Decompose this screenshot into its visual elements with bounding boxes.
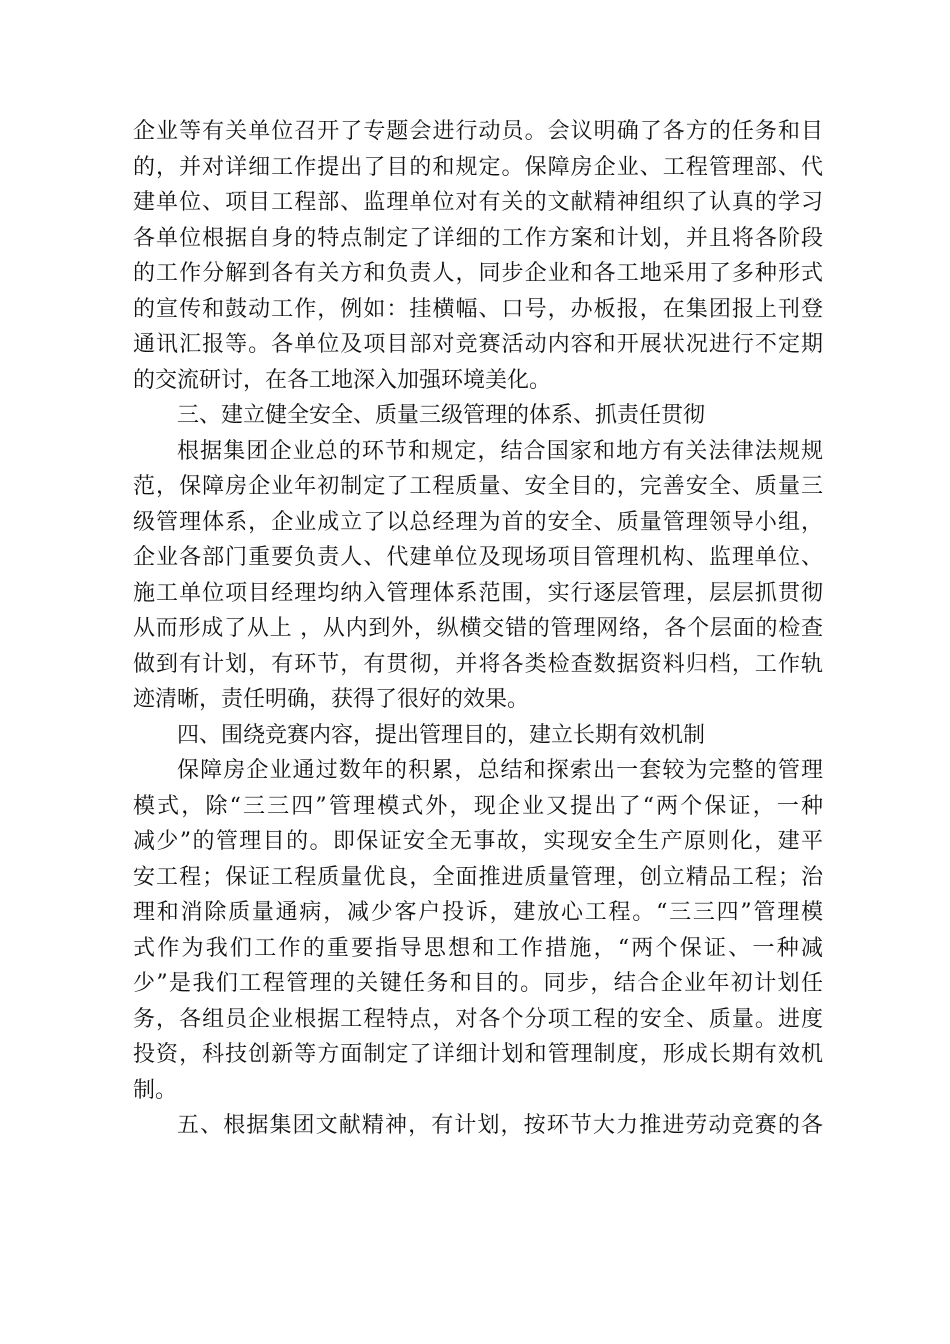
paragraph-line: 施工单位项目经理均纳入管理体系范围，实行逐层管理，层层抓贯彻: [133, 580, 823, 606]
paragraph-line: 的宣传和鼓动工作，例如：挂横幅、口号，办板报，在集团报上刊登: [133, 296, 823, 322]
section-heading-4: 四、围绕竞赛内容，提出管理目的，建立长期有效机制: [177, 722, 706, 748]
paragraph-line: 建单位、项目工程部、监理单位对有关的文献精神组织了认真的学习: [133, 190, 823, 215]
document-body: [133, 114, 823, 1144]
paragraph-line: 企业各部门重要负责人、代建单位及现场项目管理机构、监理单位、: [133, 545, 823, 570]
paragraph-line: 级管理体系，企业成立了以总经理为首的安全、质量管理领导小组，: [133, 509, 823, 535]
paragraph-line: 投资，科技创新等方面制定了详细计划和管理制度，形成长期有效机: [133, 1042, 823, 1067]
paragraph-line: 做到有计划，有环节，有贯彻，并将各类检查数据资料归档，工作轨: [133, 651, 823, 677]
paragraph-line: 根据集团企业总的环节和规定，结合国家和地方有关法律法规规: [177, 438, 823, 464]
paragraph-line: 迹清晰，责任明确，获得了很好的效果。: [133, 687, 530, 712]
paragraph-line: 通讯汇报等。各单位及项目部对竞赛活动内容和开展状况进行不定期: [133, 332, 823, 357]
paragraph-line: 保障房企业通过数年的积累，总结和探索出一套较为完整的管理: [177, 758, 823, 783]
paragraph-line: 的交流研讨，在各工地深入加强环境美化。: [133, 367, 552, 393]
paragraph-line: 安工程；保证工程质量优良，全面推进质量管理，创立精品工程；治: [133, 864, 823, 890]
paragraph-line: 式作为我们工作的重要指导思想和工作措施，“两个保证、一种减: [133, 935, 823, 961]
section-heading-3: 三、建立健全安全、质量三级管理的体系、抓责任贯彻: [177, 403, 706, 428]
paragraph-line: 制。: [133, 1077, 178, 1103]
paragraph-line: 模式，除“三三四”管理模式外，现企业又提出了“两个保证，一种: [133, 793, 823, 819]
paragraph-line: 务，各组员企业根据工程特点，对各个分项工程的安全、质量。进度: [133, 1006, 823, 1032]
paragraph-line: 从而形成了从上 ，从内到外，纵横交错的管理网络，各个层面的检查: [133, 616, 823, 641]
paragraph-line: 减少”的管理目的。即保证安全无事故，实现安全生产原则化，建平: [133, 829, 823, 854]
paragraph-line: 的，并对详细工作提出了目的和规定。保障房企业、工程管理部、代: [133, 154, 823, 180]
section-heading-5: 五、根据集团文献精神，有计划，按环节大力推进劳动竞赛的各: [177, 1113, 823, 1138]
paragraph-line: 的工作分解到各有关方和负责人，同步企业和各工地采用了多种形式: [133, 261, 823, 286]
paragraph-line: 理和消除质量通病，减少客户投诉，建放心工程。“三三四”管理模: [133, 900, 823, 925]
paragraph-line: 各单位根据自身的特点制定了详细的工作方案和计划，并且将各阶段: [133, 225, 823, 251]
paragraph-line: 企业等有关单位召开了专题会进行动员。会议明确了各方的任务和目: [133, 119, 823, 144]
paragraph-line: 范，保障房企业年初制定了工程质量、安全目的，完善安全、质量三: [133, 474, 823, 499]
paragraph-line: 少”是我们工程管理的关键任务和目的。同步，结合企业年初计划任: [133, 971, 823, 996]
